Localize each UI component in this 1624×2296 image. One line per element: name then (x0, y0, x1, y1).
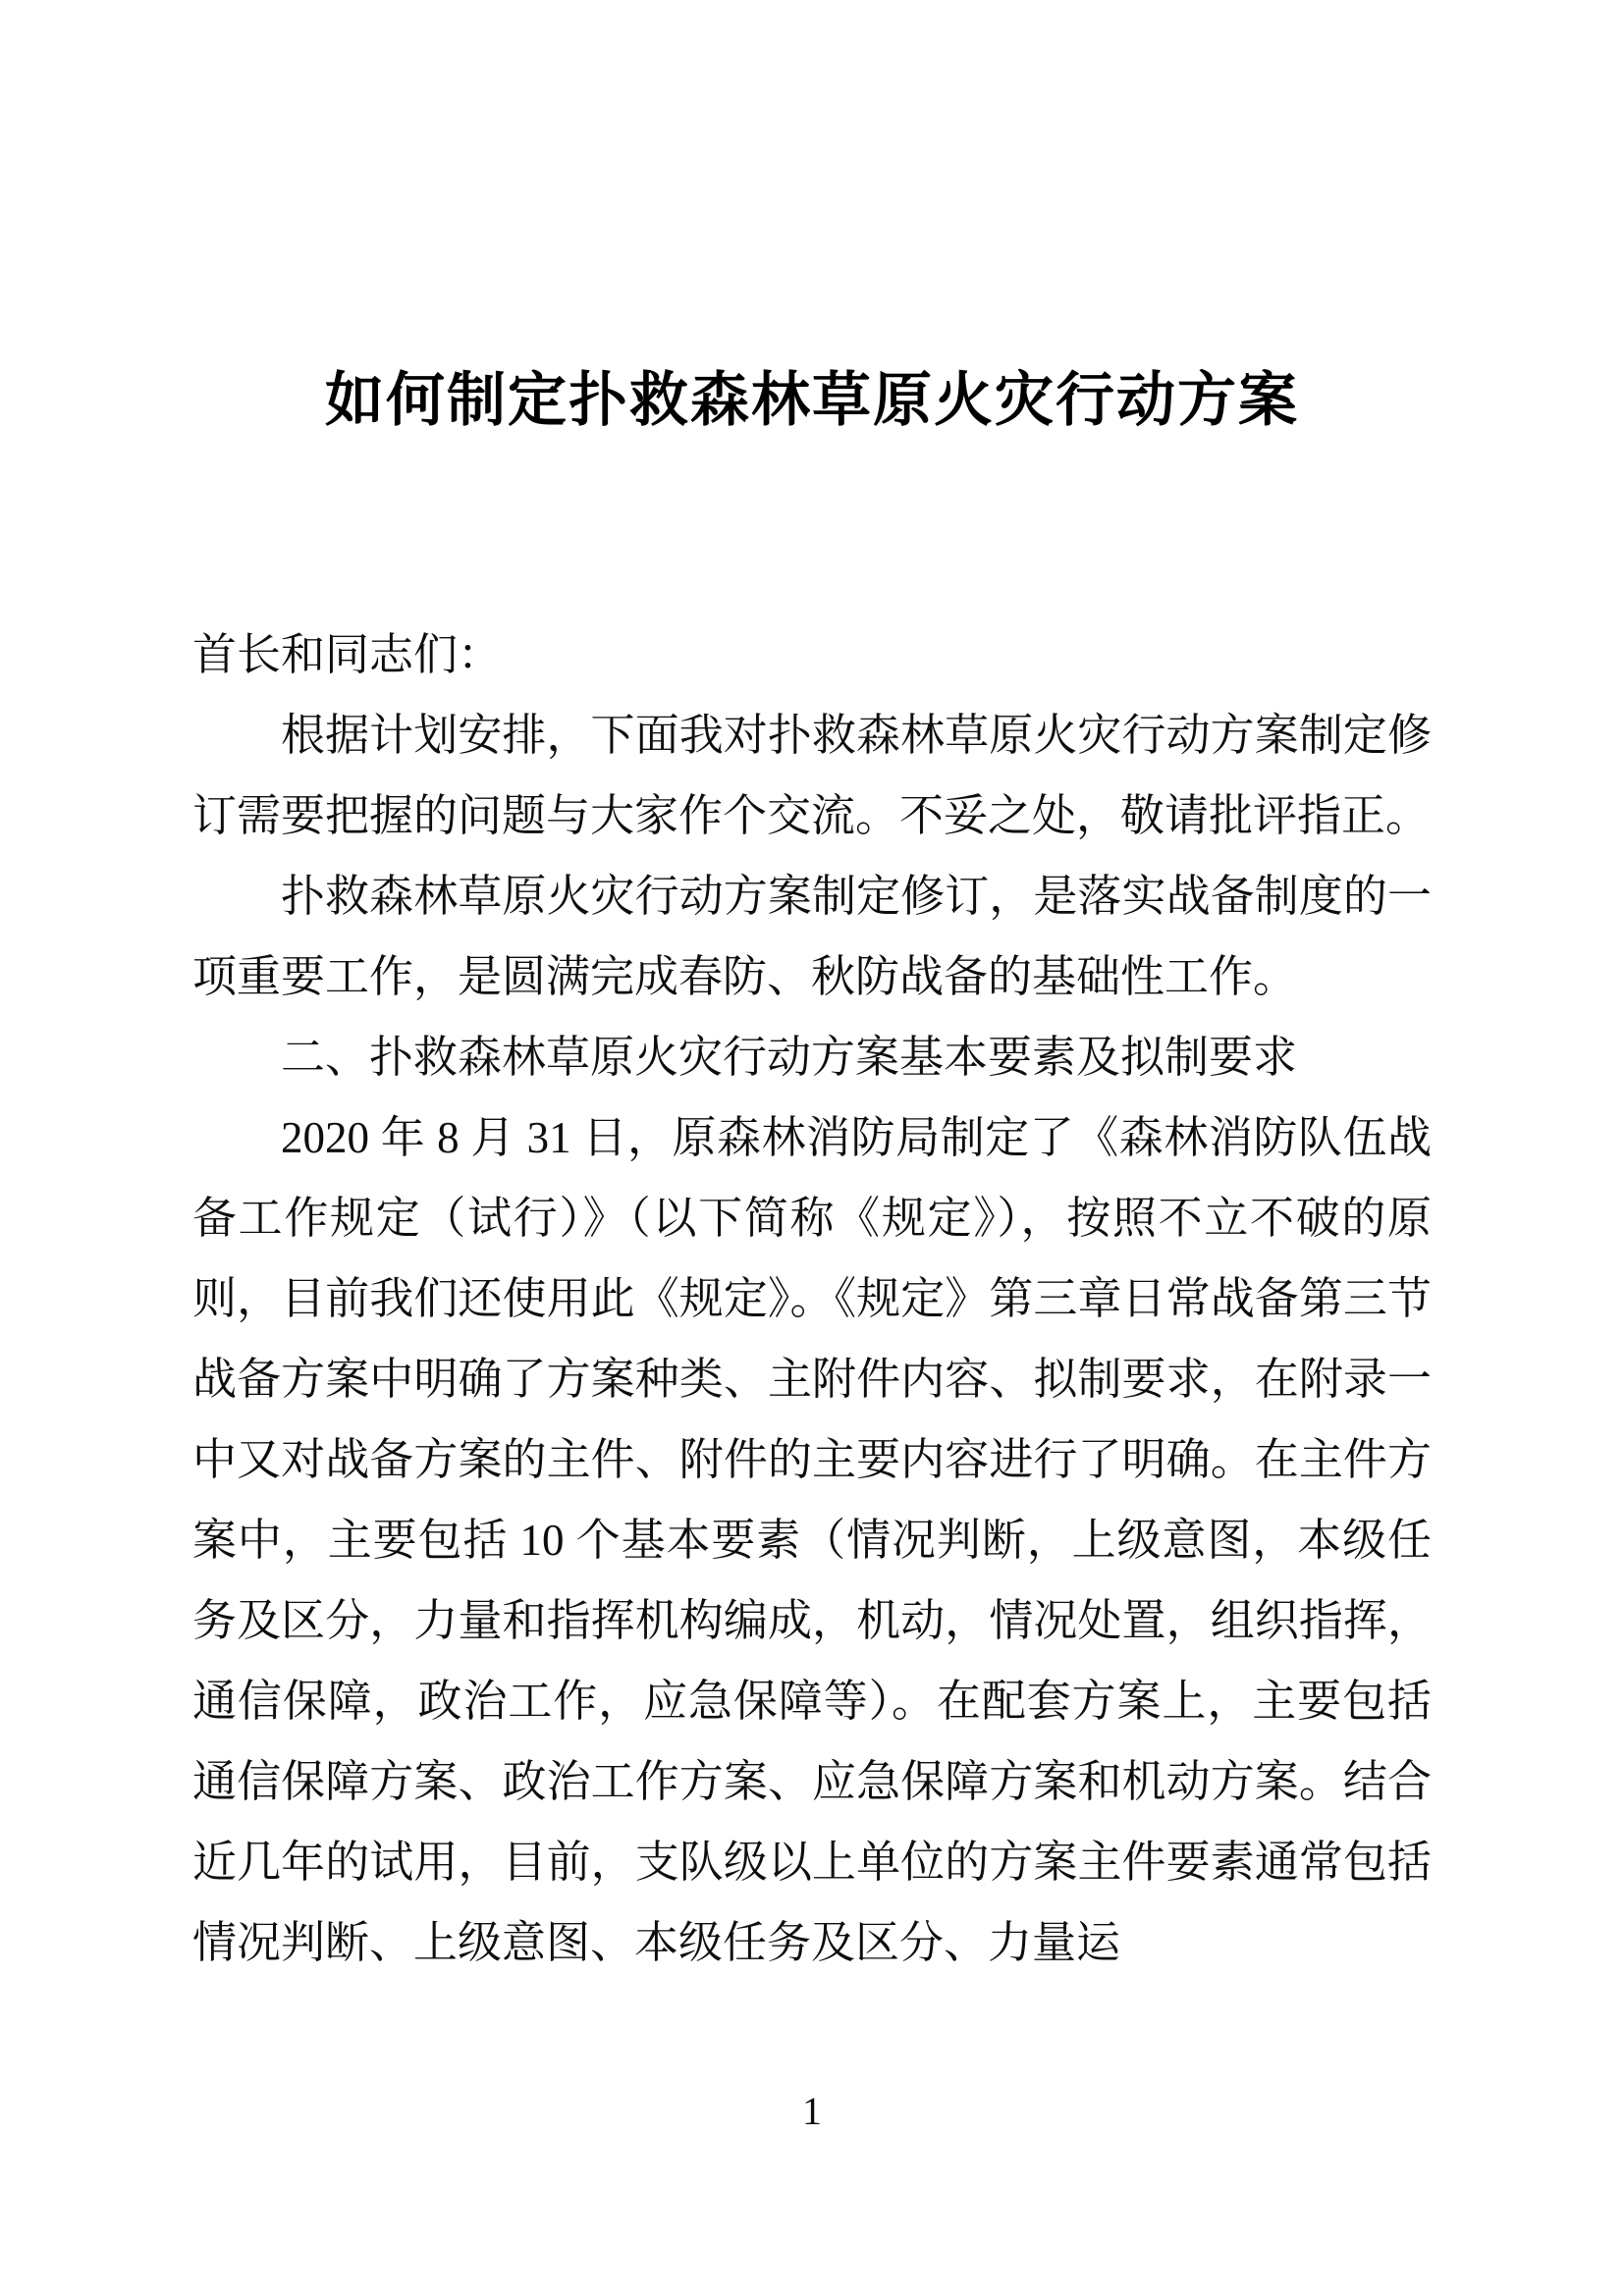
paragraph-salutation: 首长和同志们： (192, 630, 503, 679)
paragraph-section-heading: 二、扑救森林草原火灾行动方案基本要素及拟制要求 (281, 1033, 1298, 1082)
paragraph-importance: 扑救森林草原火灾行动方案制定修订，是落实战备制度的一项重要工作，是圆满完成春防、秋防战备的基础性工作。 (192, 872, 1432, 1001)
document-title: 如何制定扑救森林草原火灾行动方案 (325, 367, 1299, 433)
paragraph-intro: 根据计划安排，下面我对扑救森林草原火灾行动方案制定修订需要把握的问题与大家作个交流。不妥之处，敬请批评指正。 (192, 711, 1432, 840)
paragraph-regulation-details: 2020 年 8 月 31 日，原森林消防局制定了《森林消防队伍战备工作规定（试行）》（以下简称《规定》），按照不立不破的原则，目前我们还使用此《规定》。《规定》第三章日常战备第三节战备方案中明确了方案种类、主附件内容、拟制要求，在附录一中又对战备方案的主件、附件的主要内容进行了明确。在主件方案中，主要包括 10 个基本要素（情况判断，上级意图，本级任务及区分，力量和指挥机构编成，机动，情况处置，组织指挥，通信保障，政治工作，应急保障等）。在配套方案上，主要包括通信保障方案、政治工作方案、应急保障方案和机动方案。结合近几年的试用，目前，支队级以上单位的方案主件要素通常包括情况判断、上级意图、本级任务及区分、力量运 (192, 1113, 1432, 1967)
document-body (192, 614, 1432, 1983)
page-number: 1 (802, 2089, 822, 2133)
